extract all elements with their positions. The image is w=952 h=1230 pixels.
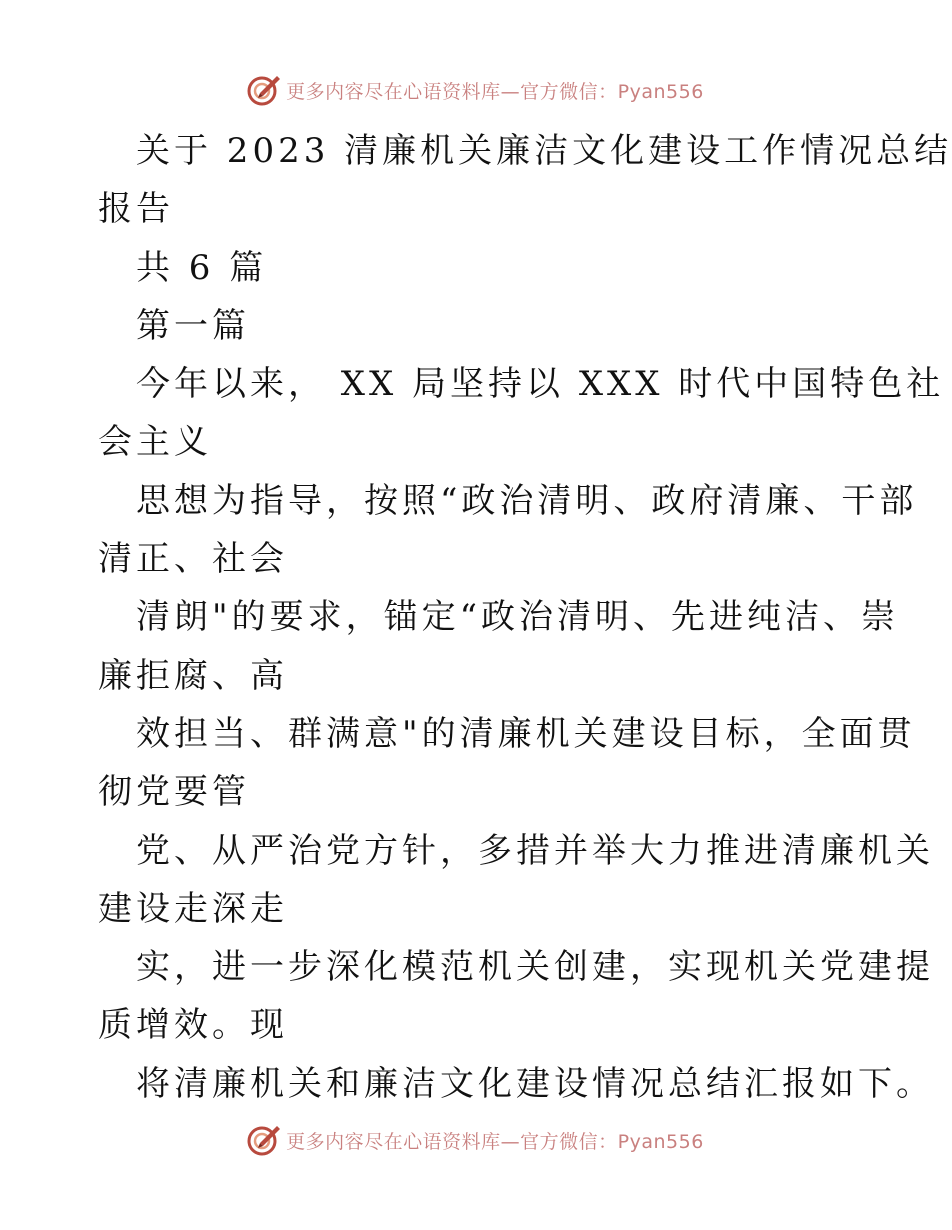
header-watermark (0, 70, 950, 110)
document-line: 关于 2023 清廉机关廉洁文化建设工作情况总结 (136, 131, 952, 171)
document-line: 实，进一步深化模范机关创建，实现机关党建提 (136, 947, 934, 988)
document-line: 会主义 (98, 422, 212, 463)
document-line: 共 6 篇 (136, 247, 268, 288)
document-line: 将清廉机关和廉洁文化建设情况总结汇报如下。 (136, 1063, 934, 1104)
document-line: 质增效。现 (98, 1005, 288, 1046)
document-line: 廉拒腐、高 (98, 655, 288, 696)
document-line: 报告 (98, 189, 174, 230)
brand-logo-icon (246, 72, 282, 108)
document-line: 思想为指导，按照“政治清明、政府清廉、干部 (136, 480, 918, 521)
document-line: 清朗"的要求，锚定“政治清明、先进纯洁、崇 (136, 597, 900, 638)
watermark-text: 更多内容尽在心语资料库—官方微信：Pyan556 (286, 80, 704, 103)
document-line: 效担当、群满意"的清廉机关建设目标，全面贯 (136, 713, 916, 754)
document-line: 彻党要管 (98, 772, 250, 813)
document-body (98, 122, 952, 1113)
document-line: 党、从严治党方针，多措并举大力推进清廉机关 (136, 830, 934, 871)
document-line: 建设走深走 (98, 888, 288, 929)
document-line: 今年以来， XX 局坚持以 XXX 时代中国特色社 (136, 364, 945, 405)
document-line: 第一篇 (136, 305, 250, 346)
document-line: 清正、社会 (98, 539, 288, 580)
watermark-text: 更多内容尽在心语资料库—官方微信：Pyan556 (286, 1130, 704, 1153)
footer-watermark (0, 1120, 950, 1160)
brand-logo-icon (246, 1122, 282, 1158)
